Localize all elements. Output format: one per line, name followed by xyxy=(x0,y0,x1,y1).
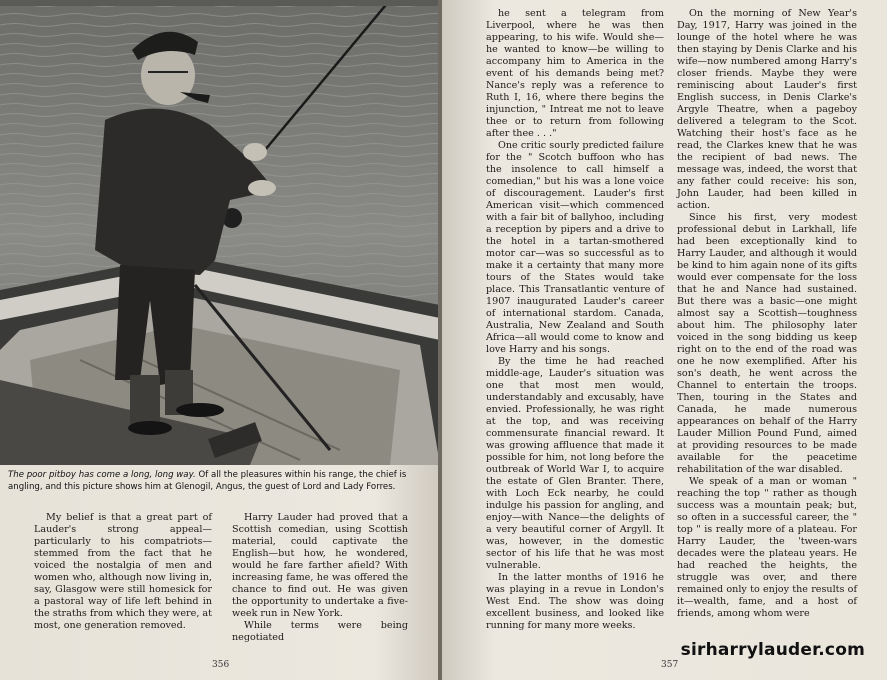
paragraph: he sent a telegram from Liverpool, where he was then appearing, to his wife. Would she—he wanted to know—be willing to accompany him to America in the event of his demands being met? Nance's reply was a reference to Ruth I, 16, where there begins the injunction, " Intreat me not to leave thee or to return from following after thee . . ." xyxy=(486,8,664,139)
angler-photo xyxy=(0,0,440,465)
paragraph: By the time he had reached middle-age, Lauder's situation was one that most men would, understandably and excusably, have envied. Professionally, he was right at the top, and was receiving commensurate financial reward. It was growing affluence that made it possible for him, not long before the outbreak of World War I, to acquire the estate of Glen Branter. There, with Loch Eck nearby, he could indulge his passion for angling, and enjoy—with Nance—the delights of a very beautiful corner of Argyll. It was, however, in the domestic sector of his life that he was most vulnerable. xyxy=(486,356,664,571)
left-page xyxy=(0,0,440,680)
right-column-2 xyxy=(677,8,857,620)
page-number-right: 357 xyxy=(661,660,679,670)
paragraph: My belief is that a great part of Lauder's strong appeal—particularly to his compatriots—stemmed from the fact that he voiced the nostalgia of men and women who, although now living in, say, Glasgow were still homesick for a pastoral way of life left behind in the straths from which they were, at most, one generation removed. xyxy=(34,512,212,631)
paragraph: On the morning of New Year's Day, 1917, Harry was joined in the lounge of the hotel where he was then staying by Denis Clarke and his wife—now numbered among Harry's closer friends. Maybe they were reminiscing about Lauder's first English success, in Denis Clarke's Argyle Theatre, when a pageboy delivered a telegram to the Scot. Watching their host's face as he read, the Clarkes knew that he was the recipient of bad news. The message was, indeed, the worst that any father could receive: his son, John Lauder, had been killed in action. xyxy=(677,8,857,211)
right-column-1 xyxy=(486,8,664,632)
paragraph: Harry Lauder had proved that a Scottish comedian, using Scottish material, could captivate the English—but how, he wondered, would he fare farther afield? With increasing fame, he was offered the chance to find out. He was given the opportunity to undertake a five-week run in New York. xyxy=(232,512,408,619)
paragraph: Since his first, very modest professional debut in Larkhall, life had been exceptionally kind to Harry Lauder, and although it would be kind to him again none of its gifts would ever compensate for the loss that he and Nance had sustained. But there was a basic—one might almost say a Scottish—toughness about him. The philosophy later voiced in the song bidding us keep right on to the end of the road was one he now exemplified. After his son's death, he went across the Channel to entertain the troops. Then, touring in the States and Canada, he made numerous appearances on behalf of the Harry Lauder Million Pound Fund, aimed at providing resources to be made available for the peacetime rehabilitation of the war disabled. xyxy=(677,212,857,475)
paragraph: One critic sourly predicted failure for the " Scotch buffoon who has the insolence to call himself a comedian," but his was a lone voice of discouragement. Lauder's first American visit—which commenced with a fair bit of ballyhoo, including a reception by pipers and a drive to the hotel in a tartan-smothered motor car—was so successful as to make it a certainty that many more tours of the States would take place. This Transatlantic venture of 1907 inaugurated Lauder's career of international stardom. Canada, Australia, New Zealand and South Africa—all would come to know and love Harry and his songs. xyxy=(486,140,664,355)
paragraph: While terms were being negotiated xyxy=(232,620,408,643)
left-column-2 xyxy=(232,512,408,644)
paragraph: We speak of a man or woman " reaching the top " rather as though success was a mountain peak; but, so often in a successful career, the " top " is really more of a plateau. For Harry Lauder, the 'tween-wars decades were the plateau years. He had reached the heights, the struggle was over, and there remained only to enjoy the results of it—wealth, fame, and a host of friends, among whom were xyxy=(677,476,857,619)
paragraph: In the latter months of 1916 he was playing in a revue in London's West End. The show was doing excellent business, and looked like running for many more weeks. xyxy=(486,572,664,631)
page-number-left: 356 xyxy=(212,660,230,670)
left-column-1 xyxy=(34,512,212,632)
site-watermark: sirharrylauder.com xyxy=(680,640,865,660)
photograph-icon xyxy=(0,0,440,465)
photo-caption xyxy=(8,470,432,493)
caption-rest: Of all the pleasures within his range, the chief is angling, and this picture shows him at Glenogil, Angus, the guest of Lord and Lady Forres. xyxy=(8,470,407,492)
caption-lead: The poor pitboy has come a long, long way. xyxy=(8,470,196,480)
